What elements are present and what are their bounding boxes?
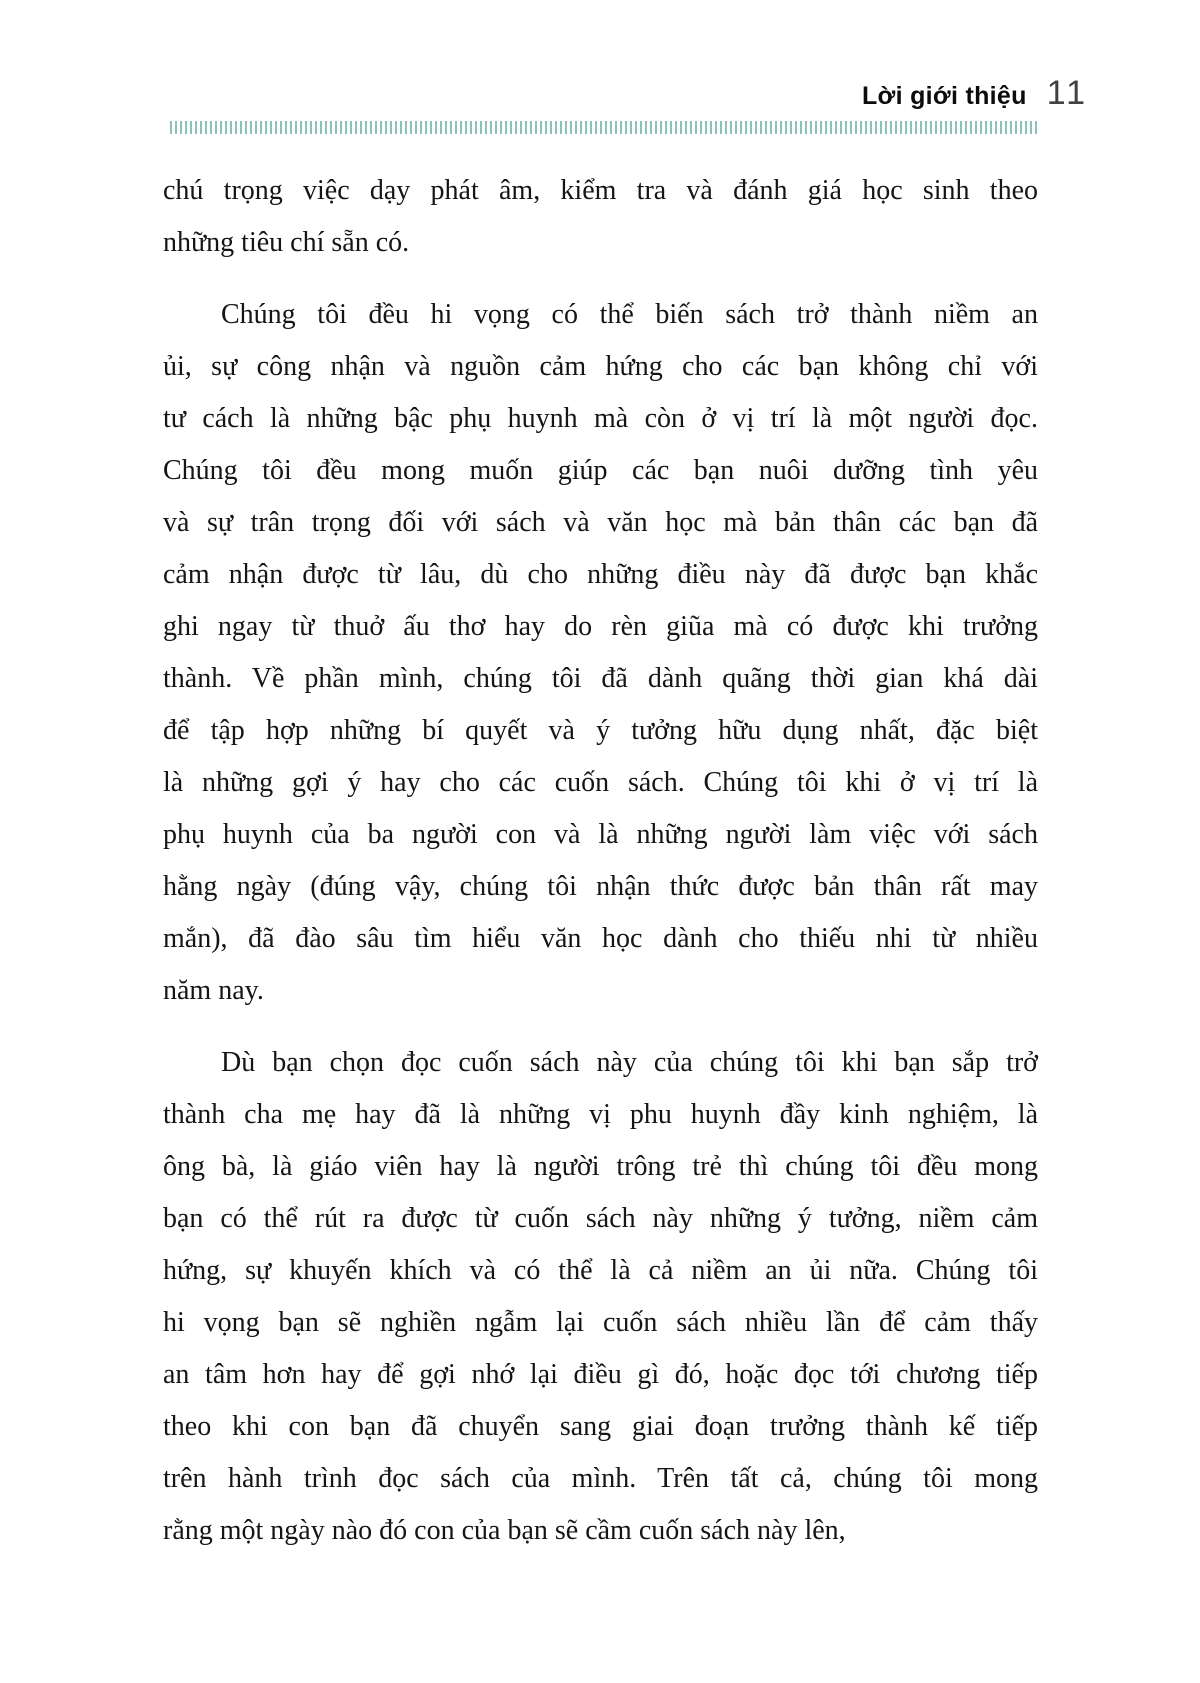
text-line: ủi, sự công nhận và nguồn cảm hứng cho các bạn không chỉ với (163, 351, 1038, 382)
paragraph (163, 1037, 1038, 1557)
text-line: Chúng tôi đều hi vọng có thể biến sách trở thành niềm an (221, 299, 1038, 330)
text-line: ông bà, là giáo viên hay là người trông trẻ thì chúng tôi đều mong (163, 1151, 1038, 1182)
text-line: an tâm hơn hay để gợi nhớ lại điều gì đó, hoặc đọc tới chương tiếp (163, 1359, 1038, 1390)
page-number: 11 (1046, 74, 1088, 112)
text-line: và sự trân trọng đối với sách và văn học mà bản thân các bạn đã (163, 507, 1038, 538)
text-line: những tiêu chí sẵn có. (163, 227, 410, 258)
text-line: hứng, sự khuyến khích và có thể là cả niềm an ủi nữa. Chúng tôi (163, 1255, 1038, 1286)
text-line: ghi ngay từ thuở ấu thơ hay do rèn giũa mà có được khi trưởng (163, 611, 1038, 642)
text-line: bạn có thể rút ra được từ cuốn sách này những ý tưởng, niềm cảm (163, 1203, 1038, 1234)
body-text (163, 165, 1038, 1557)
text-line: để tập hợp những bí quyết và ý tưởng hữu dụng nhất, đặc biệt (163, 715, 1038, 746)
text-line: thành cha mẹ hay đã là những vị phu huynh đầy kinh nghiệm, là (163, 1099, 1038, 1130)
text-line: chú trọng việc dạy phát âm, kiểm tra và đánh giá học sinh theo (163, 175, 1038, 206)
text-line: mắn), đã đào sâu tìm hiểu văn học dành cho thiếu nhi từ nhiều (163, 923, 1038, 954)
paragraph (163, 165, 1038, 269)
text-line: cảm nhận được từ lâu, dù cho những điều này đã được bạn khắc (163, 559, 1038, 590)
text-line: rằng một ngày nào đó con của bạn sẽ cầm cuốn sách này lên, (163, 1515, 846, 1546)
section-title: Lời giới thiệu (861, 82, 1027, 110)
paragraph (163, 289, 1038, 1017)
text-line: trên hành trình đọc sách của mình. Trên tất cả, chúng tôi mong (163, 1463, 1038, 1494)
text-line: phụ huynh của ba người con và là những người làm việc với sách (163, 819, 1038, 850)
text-line: tư cách là những bậc phụ huynh mà còn ở vị trí là một người đọc. (163, 403, 1038, 434)
text-line: năm nay. (163, 975, 264, 1006)
text-line: theo khi con bạn đã chuyển sang giai đoạn trưởng thành kế tiếp (163, 1411, 1038, 1442)
text-line: Dù bạn chọn đọc cuốn sách này của chúng tôi khi bạn sắp trở (221, 1047, 1038, 1078)
text-line: thành. Về phần mình, chúng tôi đã dành quãng thời gian khá dài (163, 663, 1038, 694)
page-header (163, 74, 1088, 113)
text-line: hằng ngày (đúng vậy, chúng tôi nhận thức được bản thân rất may (163, 871, 1038, 902)
text-line: hi vọng bạn sẽ nghiền ngẫm lại cuốn sách nhiều lần để cảm thấy (163, 1307, 1038, 1338)
text-line: Chúng tôi đều mong muốn giúp các bạn nuôi dưỡng tình yêu (163, 455, 1038, 486)
text-line: là những gợi ý hay cho các cuốn sách. Chúng tôi khi ở vị trí là (163, 767, 1038, 798)
dotted-rule (170, 121, 1038, 134)
